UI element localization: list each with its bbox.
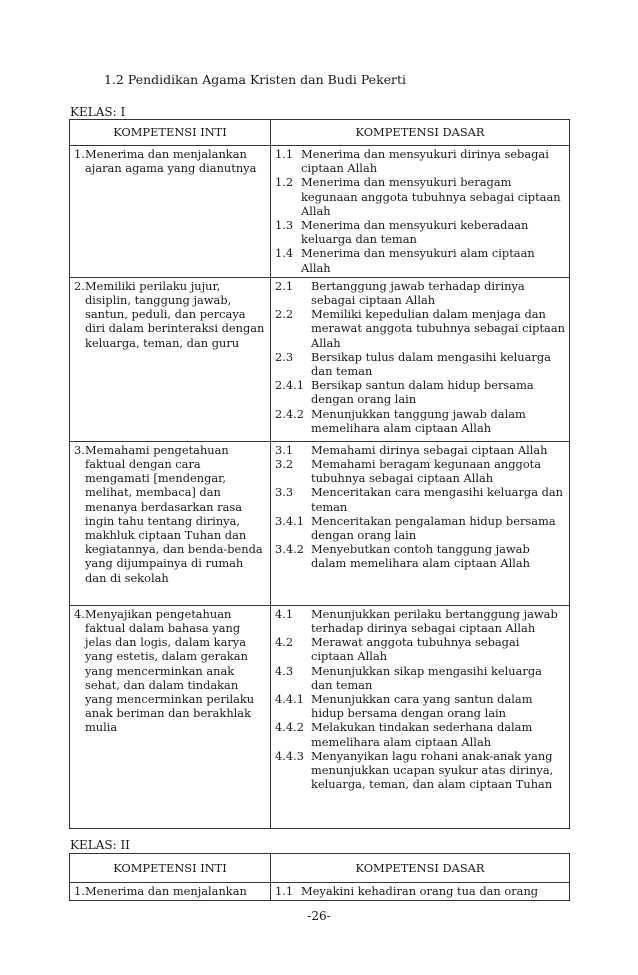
table-row (70, 277, 570, 441)
kd-text: Menunjukkan perilaku bertanggung jawab terhadap dirinya sebagai ciptaan Allah (311, 606, 558, 636)
ki-text: Menerima dan menjalankan ajaran agama yang dianutnya (85, 147, 257, 176)
kd-text: Memiliki kepedulian dalam menjaga dan merawat anggota tubuhnya sebagai ciptaan Allah (311, 307, 565, 350)
ki-number: 1. (74, 884, 85, 898)
ki-number: 4. (74, 606, 85, 621)
kd-number: 2.2 (275, 307, 294, 322)
kd-number: 2.4.2 (275, 406, 304, 421)
kd-text: Menerima dan mensyukuri beragam kegunaan anggota tubuhnya sebagai ciptaan Allah (301, 175, 561, 218)
kd-cell (271, 441, 570, 605)
kd-item (275, 443, 565, 457)
kd-text: Memahami beragam kegunaan anggota tubuhnya sebagai ciptaan Allah (311, 457, 542, 486)
kd-text: Menunjukkan sikap mengasihi keluarga dan teman (311, 663, 542, 692)
kd-text: Melakukan tindakan sederhana dalam memelihara alam ciptaan Allah (311, 720, 533, 749)
header-kompetensi-inti: KOMPETENSI INTI (70, 854, 271, 883)
table-row (70, 146, 570, 278)
header-kompetensi-dasar: KOMPETENSI DASAR (271, 120, 570, 146)
kd-cell (271, 883, 570, 901)
kd-item (275, 378, 565, 406)
kd-number: 4.4.2 (275, 720, 304, 735)
kd-item (275, 147, 565, 175)
kd-item (275, 407, 565, 435)
kd-number: 1.1 (275, 147, 294, 161)
kd-item (275, 749, 565, 792)
kd-cell (271, 605, 570, 828)
ki-text: Menerima dan menjalankan (85, 884, 247, 898)
kd-number: 3.4.1 (275, 513, 304, 528)
ki-cell (70, 605, 271, 828)
ki-text: Menyajikan pengetahuan faktual dalam bahasa yang jelas dan logis, dalam karya yang estetis, dalam gerakan yang mencerminkan anak sehat, dan dalam tindakan yang mencerminkan perilaku anak beriman dan berakhlak mulia (85, 606, 255, 735)
kd-item (275, 664, 565, 692)
kd-item (275, 485, 565, 513)
header-kompetensi-dasar: KOMPETENSI DASAR (271, 854, 570, 883)
kd-item (275, 884, 565, 898)
table-row (70, 441, 570, 605)
table-row (70, 605, 570, 828)
ki-text: Memiliki perilaku jujur, disiplin, tanggung jawab, santun, peduli, dan percaya diri dalam berinteraksi dengan keluarga, teman, dan guru (85, 278, 265, 350)
kd-number: 2.1 (275, 278, 294, 293)
ki-cell (70, 441, 271, 605)
ki-number: 3. (74, 442, 85, 457)
kd-number: 3.4.2 (275, 542, 304, 557)
header-kompetensi-inti: KOMPETENSI INTI (70, 120, 271, 146)
kd-text: Menceritakan pengalaman hidup bersama dengan orang lain (311, 513, 556, 543)
section-title: 1.2 Pendidikan Agama Kristen dan Budi Pekerti (104, 72, 407, 87)
kd-number: 1.1 (275, 884, 294, 898)
kd-text: Menunjukkan tanggung jawab dalam memelihara alam ciptaan Allah (311, 406, 526, 435)
kd-number: 1.2 (275, 175, 294, 190)
kd-item (275, 350, 565, 378)
kelas-1-label: KELAS: I (70, 105, 126, 119)
kd-text: Memahami dirinya sebagai ciptaan Allah (311, 442, 548, 457)
kd-number: 2.4.1 (275, 378, 304, 393)
ki-cell (70, 277, 271, 441)
kd-item (275, 720, 565, 748)
kd-text: Menerima dan mensyukuri alam ciptaan Allah (301, 246, 535, 275)
kelas-2-label: KELAS: II (70, 838, 130, 852)
kd-item (275, 218, 565, 246)
kd-item (275, 607, 565, 635)
table-header-row (70, 120, 570, 146)
kd-number: 4.2 (275, 635, 294, 650)
ki-number: 1. (74, 147, 85, 161)
kd-cell (271, 146, 570, 278)
kd-item (275, 175, 565, 218)
kd-number: 1.4 (275, 246, 294, 261)
kd-item (275, 692, 565, 720)
kd-text: Menyanyikan lagu rohani anak-anak yang menunjukkan ucapan syukur atas dirinya, keluarga, teman, dan alam ciptaan Tuhan (311, 748, 554, 792)
kd-text: Menunjukkan cara yang santun dalam hidup bersama dengan orang lain (311, 692, 533, 721)
kd-text: Bertanggung jawab terhadap dirinya sebagai ciptaan Allah (311, 278, 525, 308)
kd-item (275, 246, 565, 274)
table-row (70, 883, 570, 901)
kd-text: Menceritakan cara mengasihi keluarga dan teman (311, 485, 564, 514)
ki-number: 2. (74, 278, 85, 293)
kd-number: 3.2 (275, 457, 294, 472)
kd-number: 3.1 (275, 442, 294, 457)
kd-cell (271, 277, 570, 441)
kd-text: Bersikap tulus dalam mengasihi keluarga dan teman (311, 349, 551, 379)
ki-text: Memahami pengetahuan faktual dengan cara mengamati [mendengar, melihat, membaca] dan menanya berdasarkan rasa ingin tahu tentang dirinya, makhluk ciptaan Tuhan dan kegiatannya, dan benda-benda yang dijumpainya di rumah dan di sekolah (85, 442, 263, 585)
kd-text: Menyebutkan contoh tanggung jawab dalam memelihara alam ciptaan Allah (311, 542, 531, 571)
kd-number: 4.1 (275, 606, 294, 621)
kd-number: 4.4.3 (275, 748, 304, 763)
kompetensi-table-kelas-1 (69, 119, 570, 829)
kd-number: 4.4.1 (275, 692, 304, 707)
page-number: -26- (307, 909, 331, 923)
kd-item (275, 307, 565, 350)
kd-number: 1.3 (275, 218, 294, 233)
kd-number: 4.3 (275, 663, 294, 678)
kd-text: Bersikap santun dalam hidup bersama dengan orang lain (311, 378, 534, 407)
kd-text: Merawat anggota tubuhnya sebagai ciptaan Allah (311, 635, 520, 664)
kd-item (275, 279, 565, 307)
kd-number: 2.3 (275, 349, 294, 364)
ki-cell (70, 883, 271, 901)
kd-item (275, 457, 565, 485)
kd-number: 3.3 (275, 485, 294, 500)
kd-text: Menerima dan mensyukuri keberadaan keluarga dan teman (301, 218, 529, 247)
kd-text: Meyakini kehadiran orang tua dan orang (301, 884, 539, 898)
kd-text: Menerima dan mensyukuri dirinya sebagai ciptaan Allah (301, 147, 549, 176)
ki-cell (70, 146, 271, 278)
kd-item (275, 542, 565, 570)
kd-item (275, 514, 565, 542)
table-header-row (70, 854, 570, 883)
kompetensi-table-kelas-2 (69, 853, 570, 901)
kd-item (275, 635, 565, 663)
